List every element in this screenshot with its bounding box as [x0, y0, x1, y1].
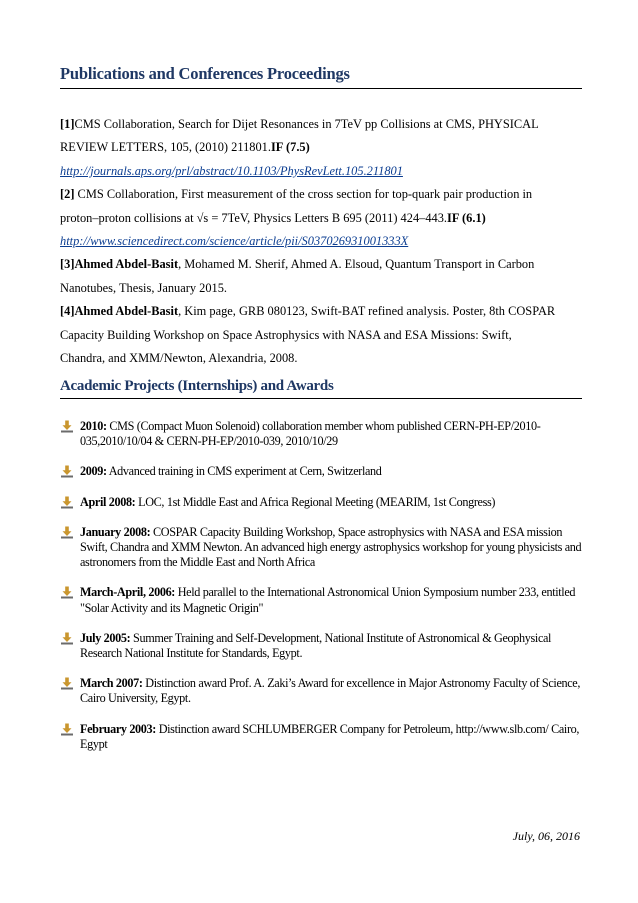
publication-3-line-2: Nanotubes, Thesis, January 2015.	[60, 280, 228, 295]
award-text: Summer Training and Self-Development, National Institute of Astronomical & Geophysical Research National Institute for Standards, Egypt.	[80, 630, 552, 661]
award-text: COSPAR Capacity Building Workshop, Space astrophysics with NASA and ESA mission Swift, Chandra and XMM Newton. An advanced high energy astrophysics workshop for young physicists and astronomers from the Middle East and North Africa	[80, 524, 582, 570]
download-arrow-icon	[60, 496, 74, 509]
award-date: April 2008:	[80, 494, 136, 509]
award-date: 2009:	[80, 464, 107, 479]
download-arrow-icon	[60, 632, 74, 645]
publication-ref: [1]	[60, 117, 75, 131]
award-item	[60, 722, 590, 752]
award-text: CMS (Compact Muon Solenoid) collaboration member whom published CERN-PH-EP/2010-035,2010/10/04 & CERN-PH-EP/2010-039, 2010/10/29	[80, 419, 541, 449]
footer-date: July, 06, 2016	[512, 829, 580, 843]
publication-2-line-1: [2] CMS Collaboration, First measurement of the cross section for top-quark pair production in	[60, 187, 533, 202]
author-name: Ahmed Abdel-Basit	[74, 304, 179, 319]
publication-2-line-2: proton–proton collisions at √s = 7TeV, Physics Letters B 695 (2011) 424–443.IF (6.1)	[60, 210, 486, 225]
publication-1-link[interactable]: http://journals.aps.org/prl/abstract/10.1103/PhysRevLett.105.211801	[60, 163, 403, 178]
award-date: July 2005:	[80, 630, 131, 645]
award-text: LOC, 1st Middle East and Africa Regional Meeting (MEARIM, 1st Congress)	[135, 494, 496, 509]
download-arrow-icon	[60, 420, 74, 433]
award-item	[60, 676, 590, 706]
publication-3-line-1: [3]Ahmed Abdel-Basit, Mohamed M. Sherif, Ahmed A. Elsoud, Quantum Transport in Carbon	[60, 257, 535, 272]
award-text: Held parallel to the International Astronomical Union Symposium number 233, entitled "Solar Activity and its Magnetic Origin"	[80, 585, 576, 615]
publication-ref: [2]	[60, 187, 75, 202]
download-arrow-icon	[60, 677, 74, 690]
award-text: Distinction award SCHLUMBERGER Company for Petroleum, http://www.slb.com/ Cairo, Egypt	[80, 721, 580, 751]
award-item	[60, 585, 590, 615]
publication-1-line-1: [1]CMS Collaboration, Search for Dijet Resonances in 7TeV pp Collisions at CMS, PHYSICAL	[60, 117, 539, 131]
publication-1-line-3	[60, 160, 590, 183]
publication-4-line-3: Chandra, and XMM/Newton, Alexandria, 2008.	[60, 351, 298, 366]
publication-2-link[interactable]: http://www.sciencedirect.com/science/article/pii/S037026931001333X	[60, 234, 409, 249]
download-arrow-icon	[60, 723, 74, 736]
award-item	[60, 525, 590, 571]
download-arrow-icon	[60, 465, 74, 478]
publication-4-line-1: [4]Ahmed Abdel-Basit, Kim page, GRB 080123, Swift-BAT refined analysis. Poster, 8th COSPAR	[60, 304, 556, 319]
publications-heading: Publications and Conferences Proceedings	[60, 64, 582, 89]
download-arrow-icon	[60, 586, 74, 599]
awards-heading: Academic Projects (Internships) and Awards	[60, 378, 582, 399]
author-name: Ahmed Abdel-Basit	[74, 257, 179, 272]
impact-factor: IF (7.5)	[270, 140, 310, 155]
award-date: March 2007:	[80, 676, 143, 691]
publication-4-line-2: Capacity Building Workshop on Space Astrophysics with NASA and ESA Missions: Swift,	[60, 327, 512, 342]
award-date: 2010:	[80, 419, 107, 433]
award-item	[60, 495, 590, 510]
award-item	[60, 464, 590, 479]
publication-1-line-2: REVIEW LETTERS, 105, (2010) 211801.IF (7.5)	[60, 140, 310, 155]
award-text: Distinction award Prof. A. Zaki’s Award for excellence in Major Astronomy Faculty of Science, Cairo University, Egypt.	[80, 676, 581, 706]
download-arrow-icon	[60, 526, 74, 539]
award-date: February 2003:	[80, 721, 156, 736]
publication-ref: [3]	[60, 257, 75, 272]
award-item	[60, 631, 590, 661]
award-item	[60, 419, 590, 449]
publications-list	[60, 113, 590, 370]
award-date: January 2008:	[80, 524, 151, 539]
award-text: Advanced training in CMS experiment at Cern, Switzerland	[106, 464, 382, 479]
publication-2-line-3	[60, 230, 590, 253]
publication-ref: [4]	[60, 304, 75, 319]
awards-list	[60, 419, 590, 752]
impact-factor: IF (6.1)	[447, 210, 486, 225]
award-date: March-April, 2006:	[80, 585, 176, 600]
